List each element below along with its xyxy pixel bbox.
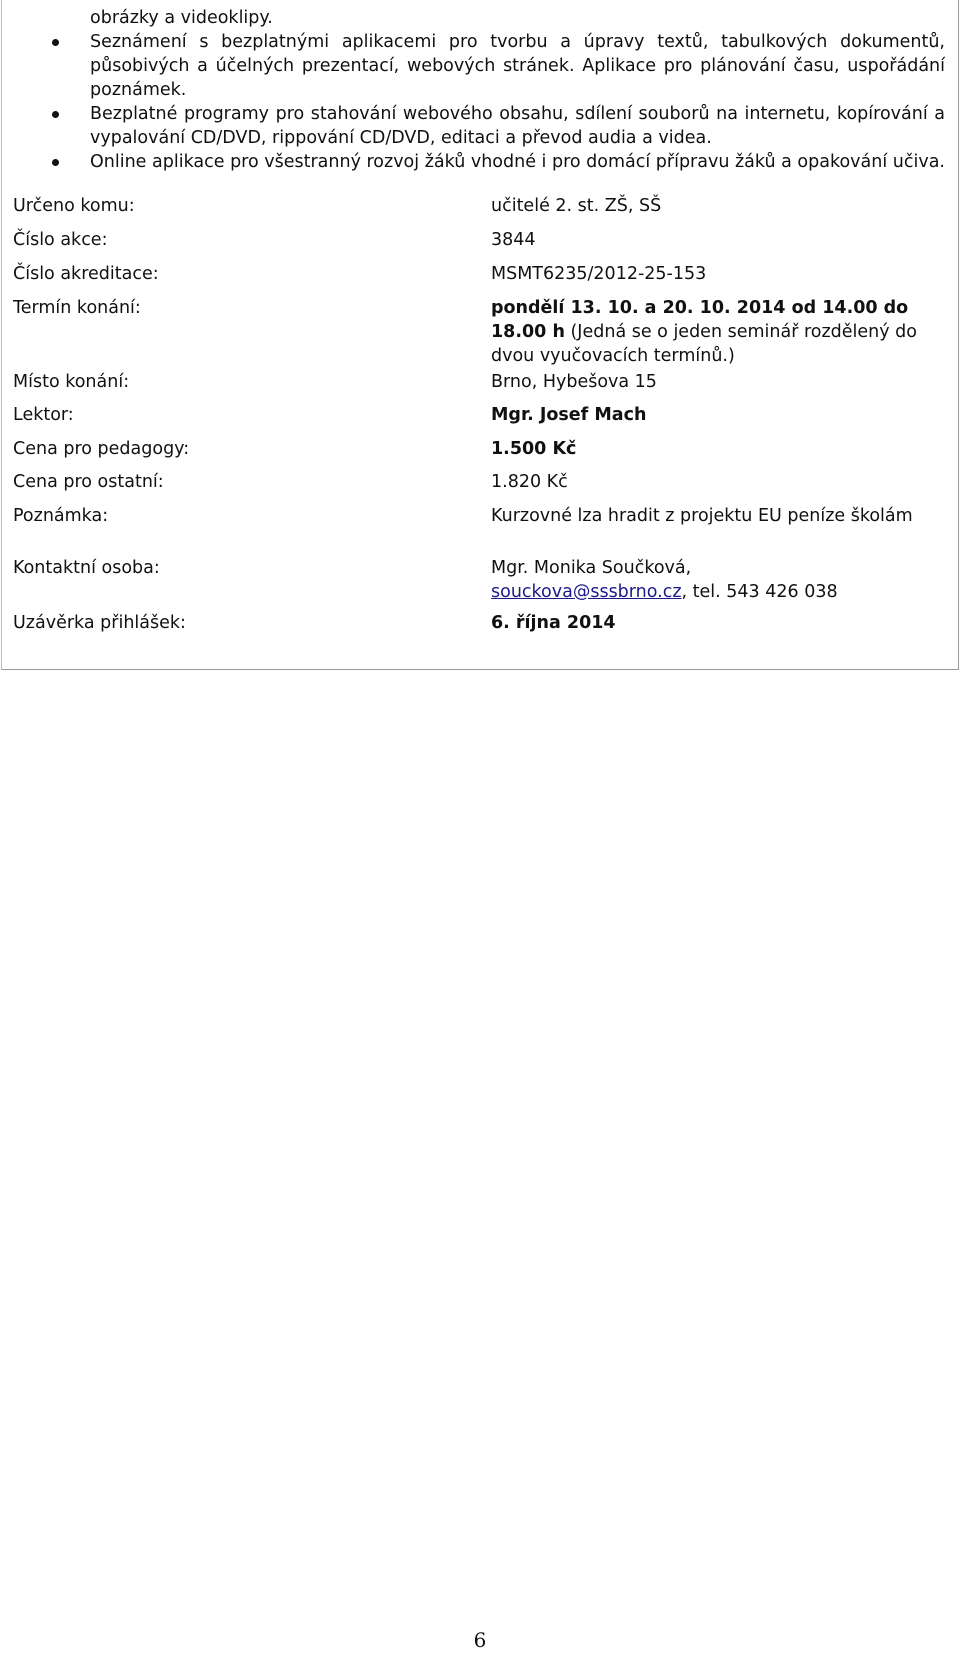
- cena-pedagogy-value: 1.500 Kč: [491, 439, 577, 459]
- lektor-value: Mgr. Josef Mach: [491, 405, 647, 425]
- intro-line: obrázky a videoklipy.: [90, 8, 273, 28]
- cislo-akce-label: Číslo akce:: [13, 230, 108, 250]
- list-item-text: Online aplikace pro všestranný rozvoj žáků vhodné i pro domácí přípravu žáků a opakování učiva.: [90, 152, 945, 172]
- cislo-akce-value: 3844: [491, 230, 536, 250]
- kontakt-phone: , tel. 543 426 038: [681, 582, 838, 602]
- cena-ostatni-value: 1.820 Kč: [491, 472, 568, 492]
- poznamka-label: Poznámka:: [13, 506, 109, 526]
- list-item-text: Seznámení s bezplatnými aplikacemi pro tvorbu a úpravy textů, tabulkových dokumentů, působivých a účelných prezentací, webových stránek. Aplikace pro plánování času, uspořádání poznámek.: [90, 32, 945, 100]
- akreditace-value: MSMT6235/2012-25-153: [491, 264, 707, 284]
- list-item: [0, 150, 945, 174]
- uzaverka-value: 6. října 2014: [491, 613, 616, 633]
- misto-value: Brno, Hybešova 15: [491, 372, 657, 392]
- kontakt-value: [491, 556, 946, 604]
- poznamka-value: Kurzovné lza hradit z projektu EU peníze školám: [491, 506, 913, 526]
- akreditace-label: Číslo akreditace:: [13, 264, 159, 284]
- urceno-value: učitelé 2. st. ZŠ, SŠ: [491, 196, 662, 216]
- kontakt-name: Mgr. Monika Součková,: [491, 558, 692, 578]
- topic-list: [0, 30, 945, 174]
- contact-email-link[interactable]: souckova@sssbrno.cz: [491, 582, 682, 602]
- bullet-icon: [52, 39, 59, 46]
- misto-label: Místo konání:: [13, 372, 130, 392]
- termin-value: [491, 296, 946, 368]
- list-item: [0, 102, 945, 150]
- termin-note: (Jedná se o jeden seminář rozdělený do dvou vyučovacích termínů.): [491, 322, 917, 366]
- urceno-label: Určeno komu:: [13, 196, 135, 216]
- bullet-icon: [52, 159, 59, 166]
- cena-ostatni-label: Cena pro ostatní:: [13, 472, 164, 492]
- list-item: [0, 30, 945, 102]
- kontakt-label: Kontaktní osoba:: [13, 558, 160, 578]
- termin-date: pondělí 13. 10. a 20. 10. 2014 od 14.00 do 18.00 h: [491, 298, 909, 342]
- page-number: 6: [473, 1628, 487, 1652]
- uzaverka-label: Uzávěrka přihlášek:: [13, 613, 186, 633]
- cena-pedagogy-label: Cena pro pedagogy:: [13, 439, 190, 459]
- list-item-text: Bezplatné programy pro stahování webového obsahu, sdílení souborů na internetu, kopírování a vypalování CD/DVD, rippování CD/DVD, editaci a převod audia a videa.: [90, 104, 945, 148]
- bullet-icon: [52, 111, 59, 118]
- lektor-label: Lektor:: [13, 405, 74, 425]
- termin-label: Termín konání:: [13, 298, 141, 318]
